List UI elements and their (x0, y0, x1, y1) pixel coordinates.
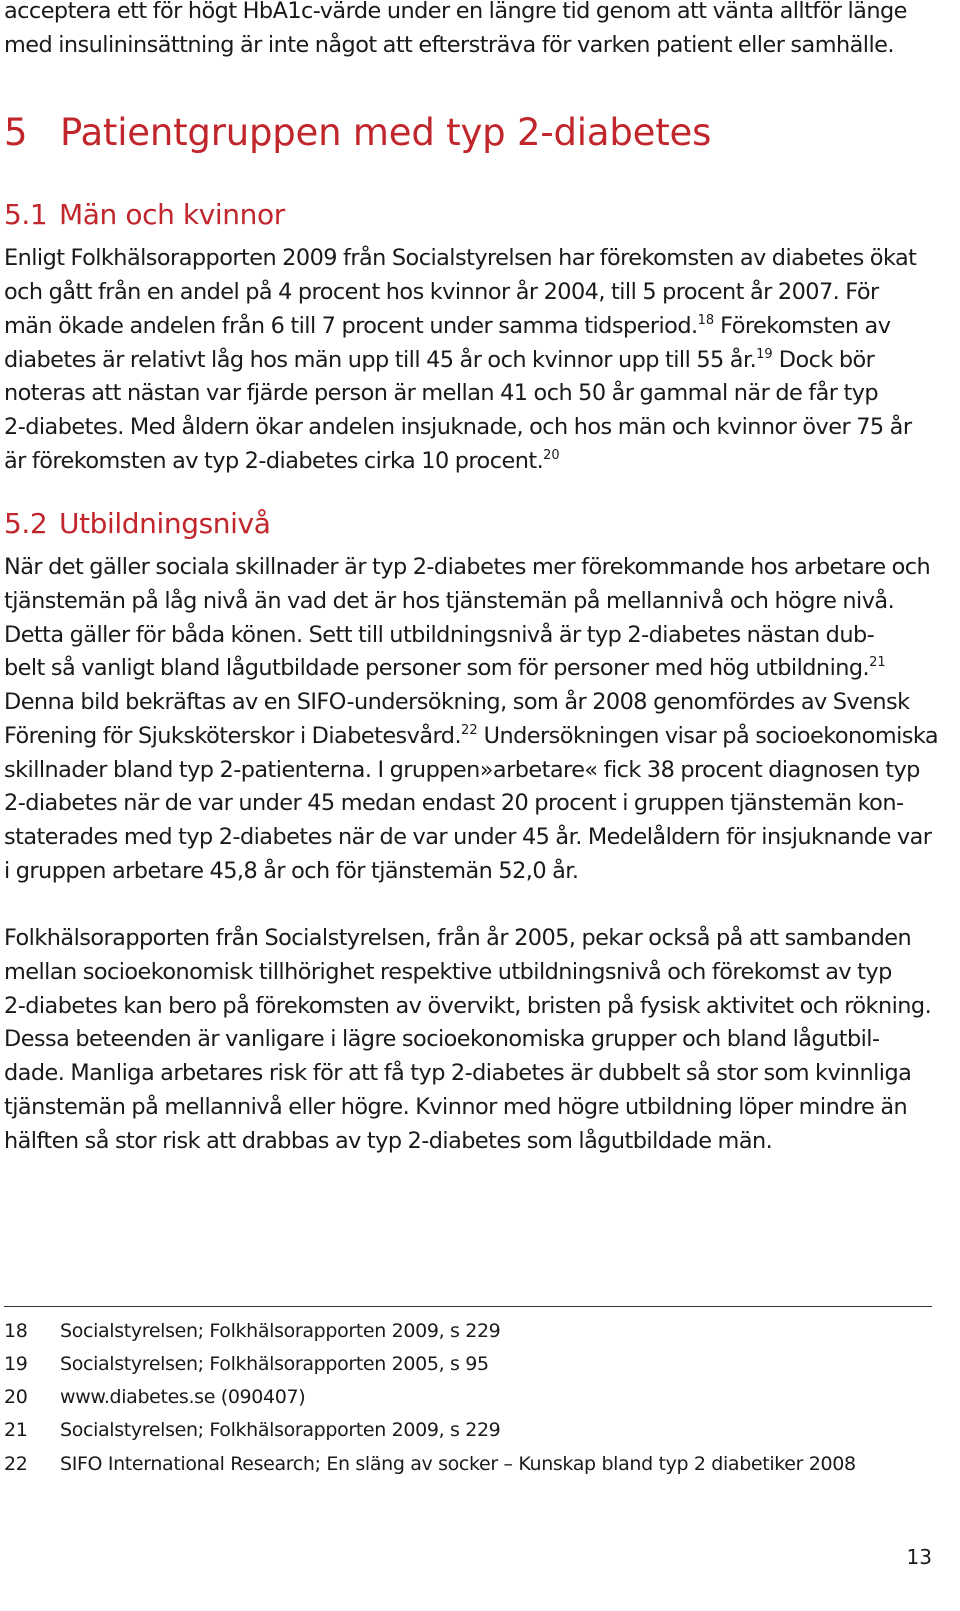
paragraph-line: Folkhälsorapporten från Socialstyrelsen, från år 2005, pekar också på att sambanden (4, 925, 912, 951)
footnote-text: Socialstyrelsen; Folkhälsorapporten 2005, s 95 (60, 1353, 489, 1375)
intro-line: acceptera ett för högt HbA1c-värde under en längre tid genom att vänta alltför länge (4, 0, 907, 24)
footnote-ref: 18 (697, 313, 715, 328)
section-heading (4, 197, 285, 233)
paragraph-line: i gruppen arbetare 45,8 år och för tjänstemän 52,0 år. (4, 858, 579, 884)
footnote-ref: 21 (869, 655, 886, 670)
line-text: Dock bör (772, 347, 875, 373)
line-text: belt så vanligt bland lågutbildade personer som för personer med hög utbildning. (4, 655, 870, 681)
section-title: Män och kvinnor (59, 198, 285, 231)
paragraph-line: När det gäller sociala skillnader är typ 2-diabetes mer förekommande hos arbetare och (4, 554, 931, 580)
footnote-number: 21 (4, 1419, 28, 1441)
paragraph-line: staterades med typ 2-diabetes när de var under 45 år. Medelåldern för insjuknande var (4, 824, 932, 850)
footnote (4, 1351, 489, 1377)
line-text: Förening för Sjuksköterskor i Diabetesvård. (4, 723, 462, 749)
paragraph-line: och gått från en andel på 4 procent hos kvinnor år 2004, till 5 procent år 2007. För (4, 279, 879, 305)
intro-line: med insulininsättning är inte något att eftersträva för varken patient eller samhälle. (4, 32, 894, 58)
footnote (4, 1451, 856, 1477)
section-heading (4, 506, 270, 542)
chapter-number: 5 (4, 111, 28, 154)
footnote-text: www.diabetes.se (090407) (60, 1386, 306, 1408)
footnote (4, 1384, 305, 1410)
paragraph-line: 2-diabetes kan bero på förekomsten av övervikt, bristen på fysisk aktivitet och rökning. (4, 993, 932, 1019)
paragraph-line (4, 309, 944, 343)
section-number: 5.1 (4, 198, 48, 231)
footnote-ref: 20 (543, 448, 560, 463)
footnote-number: 18 (4, 1320, 28, 1342)
paragraph-line: 2-diabetes när de var under 45 medan endast 20 procent i gruppen tjänstemän kon- (4, 790, 904, 816)
footnote-number: 22 (4, 1453, 28, 1475)
paragraph-line (4, 444, 944, 478)
section-number: 5.2 (4, 507, 48, 540)
section-title: Utbildningsnivå (59, 507, 271, 540)
paragraph-line: tjänstemän på låg nivå än vad det är hos tjänstemän på mellannivå och högre nivå. (4, 588, 895, 614)
paragraph-line (4, 343, 944, 377)
paragraph-line: dade. Manliga arbetares risk för att få typ 2-diabetes är dubbelt så stor som kvinnliga (4, 1060, 912, 1086)
line-text: diabetes är relativt låg hos män upp till 45 år och kvinnor upp till 55 år. (4, 347, 757, 373)
footnote-text: Socialstyrelsen; Folkhälsorapporten 2009, s 229 (60, 1419, 501, 1441)
chapter-heading (4, 108, 711, 158)
line-text: Förekomsten av (714, 313, 891, 339)
line-text: Undersökningen visar på socioekonomiska (477, 723, 939, 749)
footnote-divider (4, 1306, 932, 1307)
paragraph-line: tjänstemän på mellannivå eller högre. Kvinnor med högre utbildning löper mindre än (4, 1094, 908, 1120)
paragraph-line: Detta gäller för båda könen. Sett till utbildningsnivå är typ 2-diabetes nästan dub- (4, 622, 875, 648)
paragraph-line: Enligt Folkhälsorapporten 2009 från Socialstyrelsen har förekomsten av diabetes ökat (4, 245, 917, 271)
paragraph-line: Dessa beteenden är vanligare i lägre socioekonomiska grupper och bland lågutbil- (4, 1026, 880, 1052)
footnote-number: 20 (4, 1386, 28, 1408)
line-text: män ökade andelen från 6 till 7 procent under samma tidsperiod. (4, 313, 698, 339)
footnote-number: 19 (4, 1353, 28, 1375)
chapter-title: Patientgruppen med typ 2-diabetes (60, 111, 712, 154)
paragraph-line: 2-diabetes. Med åldern ökar andelen insjuknade, och hos män och kvinnor över 75 år (4, 414, 912, 440)
paragraph-line: Denna bild bekräftas av en SIFO-undersökning, som år 2008 genomfördes av Svensk (4, 689, 910, 715)
line-text: är förekomsten av typ 2-diabetes cirka 10 procent. (4, 448, 544, 474)
paragraph-line: noteras att nästan var fjärde person är mellan 41 och 50 år gammal när de får typ (4, 380, 879, 406)
paragraph-line: hälften så stor risk att drabbas av typ 2-diabetes som lågutbildade män. (4, 1128, 773, 1154)
paragraph-line (4, 651, 944, 685)
page-number: 13 (906, 1545, 932, 1569)
paragraph-line (4, 719, 944, 753)
footnote-text: Socialstyrelsen; Folkhälsorapporten 2009, s 229 (60, 1320, 501, 1342)
footnote-ref: 22 (461, 723, 478, 738)
paragraph-line: mellan socioekonomisk tillhörighet respektive utbildningsnivå och förekomst av typ (4, 959, 892, 985)
footnote (4, 1318, 500, 1344)
footnote-text: SIFO International Research; En släng av socker – Kunskap bland typ 2 diabetiker 2008 (60, 1453, 856, 1475)
paragraph-line: skillnader bland typ 2-patienterna. I gruppen»arbetare« fick 38 procent diagnosen typ (4, 757, 920, 783)
footnote (4, 1417, 500, 1443)
footnote-ref: 19 (756, 347, 773, 362)
